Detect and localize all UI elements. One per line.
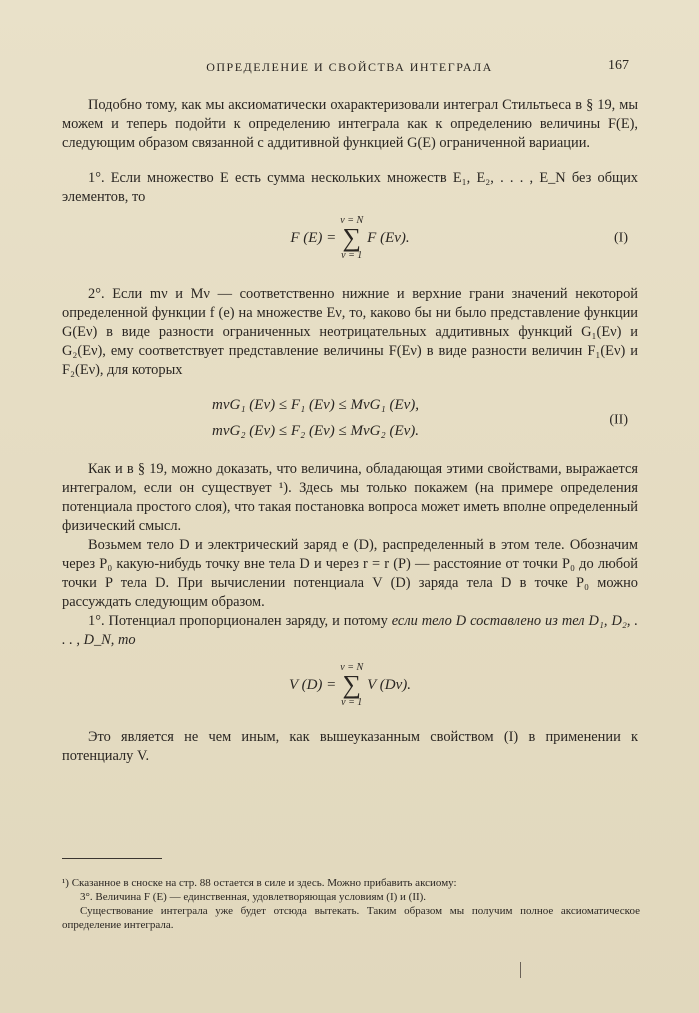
footnotes xyxy=(62,876,640,932)
formula-II xyxy=(62,390,638,450)
sum-upper-limit: ν = N xyxy=(340,215,364,226)
property-text: 1°. Потенциал пропорционален заряду, и потому xyxy=(88,613,392,629)
formula-I-lhs: F (E) = xyxy=(290,229,337,246)
sigma-symbol: ∑ xyxy=(342,223,361,252)
footnote-conclusion: Существование интеграла уже будет отсюда вытекать. Таким образом мы получим полное аксиоматическое определение интеграла. xyxy=(62,905,640,931)
paragraph-potential-setup: Возьмем тело D и электрический заряд e (D), распределенный в этом теле. Обозначим через P₀ какую-нибудь точку вне тела D и через r = r (P) — расстояние от точки P₀ до любой точки P тела D. При вычислении потенциала V (D) заряда тела D в точке P₀ можно рассуждать следующим образом. xyxy=(62,537,638,610)
paragraph-property-2: 2°. Если mν и Mν — соответственно нижние и верхние грани значений некоторой определенной функции f (e) на множестве Eν, то, каково бы ни было представление функции G(Eν) в виде разности ограниченных неотрицательных аддитивных функций G₁(Eν) и G₂(Eν), ему соответствует представление величины F(Eν) в виде разности величин F₁(Eν) и F₂(Eν), для которых xyxy=(62,286,638,378)
sum-lower-limit-potential: ν = 1 xyxy=(341,697,363,708)
property-italic-text: если тело D составлено из тел D₁, D₂, . . . , D_N, то xyxy=(62,613,638,648)
formula-I-rhs: F (Eν). xyxy=(367,229,410,246)
formula-I xyxy=(62,207,638,269)
summation-sign xyxy=(340,215,363,261)
sigma-symbol-potential: ∑ xyxy=(342,670,361,699)
running-head: ОПРЕДЕЛЕНИЕ И СВОЙСТВА ИНТЕГРАЛА xyxy=(206,60,493,74)
paragraph-property-1: 1°. Если множество E есть сумма нескольких множеств E₁, E₂, . . . , E_N без общих элементов, то xyxy=(62,170,638,205)
footnote-axiom: 3°. Величина F (E) — единственная, удовлетворяющая условиям (I) и (II). xyxy=(80,891,427,903)
formula-potential-lhs: V (D) = xyxy=(288,676,337,693)
equation-number-I: (I) xyxy=(614,230,628,246)
sum-upper-limit-potential: ν = N xyxy=(340,662,364,673)
main-text xyxy=(62,96,638,766)
inequality-line-2: mνG₂ (Eν) ≤ F₂ (Eν) ≤ MνG₂ (Eν). xyxy=(212,423,420,439)
paragraph-potential-property xyxy=(62,612,638,650)
equation-number-II: (II) xyxy=(609,412,628,428)
summation-sign-potential xyxy=(340,662,363,708)
inequality-line-1: mνG₁ (Eν) ≤ F₁ (Eν) ≤ MνG₁ (Eν), xyxy=(212,397,420,413)
sum-lower-limit: ν = 1 xyxy=(341,250,363,261)
footnote-1: ¹) Сказанное в сноске на стр. 88 остается в силе и здесь. Можно прибавить аксиому: xyxy=(62,877,457,889)
margin-mark xyxy=(520,962,521,978)
footnote-divider xyxy=(62,858,162,859)
formula-potential xyxy=(62,650,638,720)
page-number: 167 xyxy=(608,58,629,73)
paragraph-conclusion: Это является не чем иным, как вышеуказанным свойством (I) в применении к потенциалу V. xyxy=(62,729,638,764)
paragraph-axiomatic: Как и в § 19, можно доказать, что величина, обладающая этими свойствами, выражается интегралом, если он существует ¹). Здесь мы только покажем (на примере определения потенциала простого слоя), что такая постановка вопроса может иметь вполне определенный физический смысл. xyxy=(62,461,638,534)
formula-potential-rhs: V (Dν). xyxy=(367,676,412,693)
paragraph-intro: Подобно тому, как мы аксиоматически охарактеризовали интеграл Стильтьеса в § 19, мы можем и теперь подойти к определению интеграла как к определению величины F(E), следующим образом связанной с аддитивной функцией G(E) ограниченной вариации. xyxy=(62,97,638,151)
